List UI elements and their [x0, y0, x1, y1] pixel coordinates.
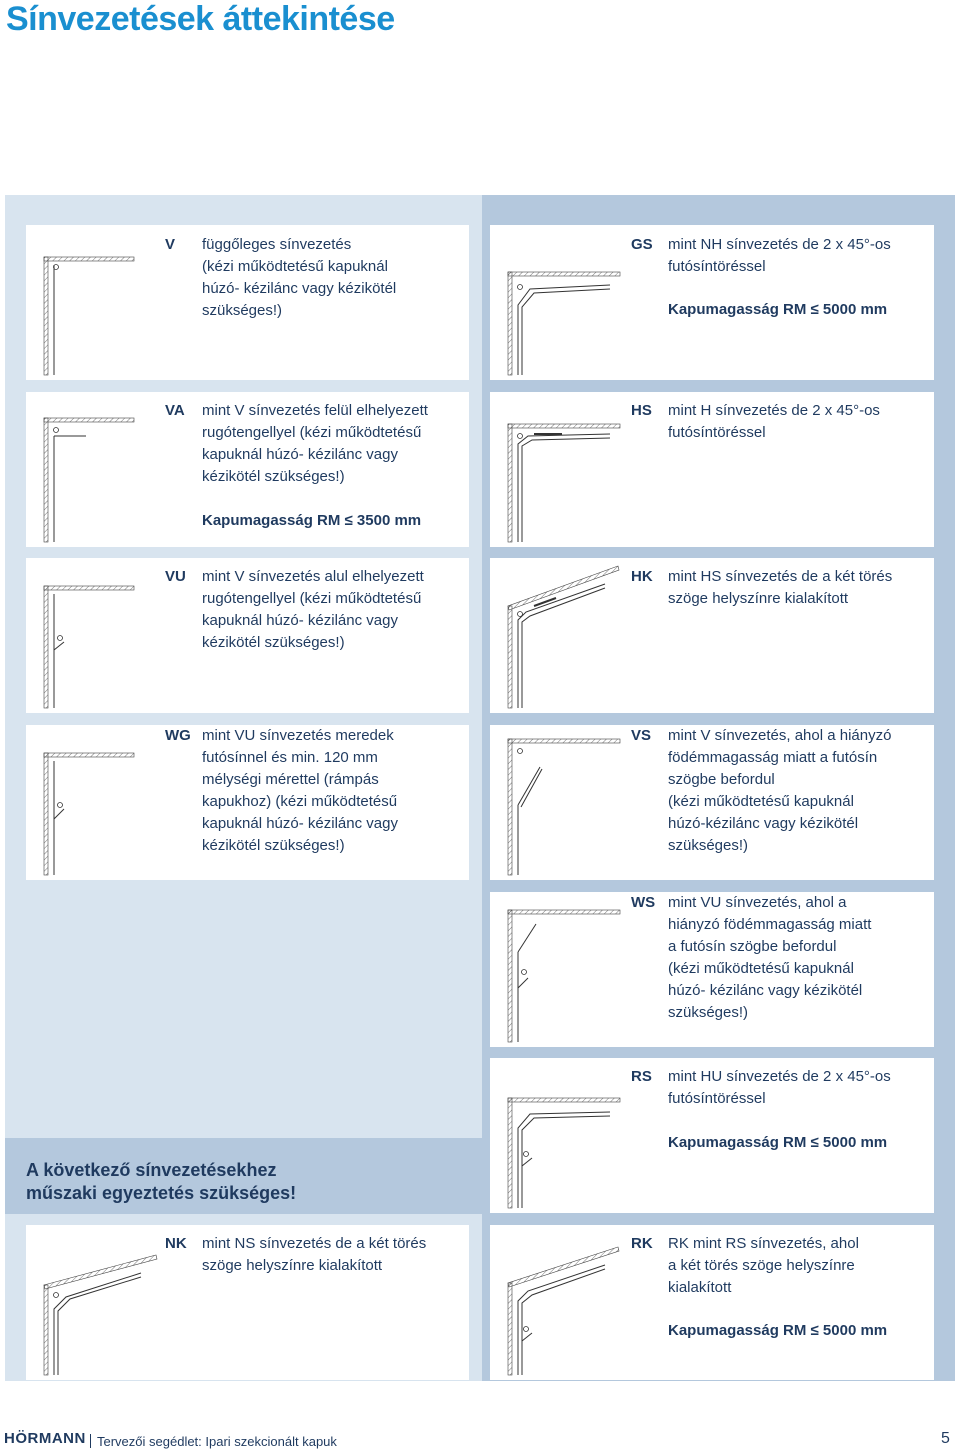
- card-gs: [490, 225, 934, 380]
- desc-line: mint VU sínvezetés meredek: [202, 727, 394, 744]
- track-diagram-gs: [490, 225, 625, 380]
- track-code: NK: [165, 1235, 187, 1252]
- track-description: [202, 400, 428, 488]
- note-line: műszaki egyeztetés szükséges!: [26, 1183, 297, 1203]
- track-code: VA: [165, 402, 185, 419]
- card-ws: [490, 892, 934, 1047]
- desc-line: födémmagasság miatt a futósín: [668, 749, 878, 766]
- card-rs: [490, 1058, 934, 1213]
- footer-title: Tervezői segédlet: Ipari szekcionált kapuk: [97, 1434, 337, 1449]
- track-code: VU: [165, 568, 186, 585]
- desc-line: kapuknál húzó- kézilánc vagy: [202, 446, 398, 463]
- desc-line: húzó- kézilánc vagy kézikötél: [202, 280, 397, 297]
- track-diagram-rs: [490, 1058, 625, 1213]
- desc-line: mint V sínvezetés, ahol a hiányzó: [668, 727, 892, 744]
- door-height-limit: Kapumagasság RM ≤ 3500 mm: [202, 512, 422, 529]
- track-code: RS: [631, 1068, 652, 1085]
- desc-line: mint V sínvezetés alul elhelyezett: [202, 568, 424, 585]
- door-height-limit: Kapumagasság RM ≤ 5000 mm: [668, 301, 888, 318]
- track-diagram-vs: [490, 725, 625, 880]
- track-diagram-rk: [490, 1225, 625, 1380]
- track-code: HK: [631, 568, 653, 585]
- desc-line: (kézi működtetésű kapuknál: [668, 960, 854, 977]
- desc-line: szükséges!): [202, 302, 283, 319]
- track-description: [202, 234, 396, 322]
- footer-divider: [90, 1434, 91, 1448]
- desc-line: futósíntöréssel: [668, 424, 766, 441]
- desc-line: szükséges!): [668, 837, 749, 854]
- desc-line: kézikötél szükséges!): [202, 634, 345, 651]
- note-line: A következő sínvezetésekhez: [26, 1160, 277, 1180]
- track-description: [202, 725, 398, 857]
- card-vu: [26, 558, 469, 713]
- desc-line: mint NS sínvezetés de a két törés: [202, 1235, 427, 1252]
- desc-line: futósíntöréssel: [668, 258, 766, 275]
- card-va: [26, 392, 469, 547]
- desc-line: függőleges sínvezetés: [202, 236, 352, 253]
- track-diagram-ws: [490, 892, 625, 1047]
- desc-line: a két törés szöge helyszínre: [668, 1257, 855, 1274]
- desc-line: kialakított: [668, 1279, 732, 1296]
- track-description: [668, 1066, 891, 1110]
- door-height-limit: Kapumagasság RM ≤ 5000 mm: [668, 1322, 888, 1339]
- desc-line: RK mint RS sínvezetés, ahol: [668, 1235, 859, 1252]
- desc-line: futósínnel és min. 120 mm: [202, 749, 378, 766]
- desc-line: (kézi működtetésű kapuknál: [668, 793, 854, 810]
- desc-line: futósíntöréssel: [668, 1090, 766, 1107]
- card-vs: [490, 725, 934, 880]
- desc-line: rugótengellyel (kézi működtetésű: [202, 590, 422, 607]
- track-description: [668, 892, 871, 1024]
- desc-line: szükséges!): [668, 1004, 749, 1021]
- track-description: [668, 566, 892, 610]
- desc-line: szöge helyszínre kialakított: [202, 1257, 383, 1274]
- track-diagram-va: [26, 392, 141, 547]
- desc-line: kézikötél szükséges!): [202, 468, 345, 485]
- track-diagram-nk: [26, 1225, 166, 1380]
- track-code: RK: [631, 1235, 653, 1252]
- card-rk: [490, 1225, 934, 1380]
- desc-line: húzó- kézilánc vagy kézikötél: [668, 982, 863, 999]
- track-code: HS: [631, 402, 652, 419]
- desc-line: mint V sínvezetés felül elhelyezett: [202, 402, 428, 419]
- track-description: [202, 1233, 426, 1277]
- card-wg: [26, 725, 469, 880]
- desc-line: mint NH sínvezetés de 2 x 45°-os: [668, 236, 891, 253]
- desc-line: kapuknál húzó- kézilánc vagy: [202, 612, 398, 629]
- desc-line: mint H sínvezetés de 2 x 45°-os: [668, 402, 880, 419]
- track-description: [668, 1233, 859, 1299]
- desc-line: szögbe befordul: [668, 771, 775, 788]
- desc-line: kapukhoz) (kézi működtetésű: [202, 793, 398, 810]
- track-diagram-hs: [490, 392, 625, 547]
- track-diagram-v: [26, 225, 141, 380]
- track-description: [668, 234, 891, 278]
- track-code: VS: [631, 727, 652, 744]
- track-code: WG: [165, 727, 191, 744]
- desc-line: kapuknál húzó- kézilánc vagy: [202, 815, 398, 832]
- desc-line: mélységi mérettel (rámpás: [202, 771, 379, 788]
- brand-logo: HÖRMANN: [4, 1430, 86, 1447]
- door-height-limit: Kapumagasság RM ≤ 5000 mm: [668, 1134, 888, 1151]
- desc-line: rugótengellyel (kézi működtetésű: [202, 424, 422, 441]
- desc-line: (kézi működtetésű kapuknál: [202, 258, 388, 275]
- desc-line: mint VU sínvezetés, ahol a: [668, 894, 847, 911]
- track-code: WS: [631, 894, 656, 911]
- desc-line: szöge helyszínre kialakított: [668, 590, 849, 607]
- desc-line: hiányzó födémmagasság miatt: [668, 916, 872, 933]
- track-diagram-wg: [26, 725, 141, 880]
- desc-line: húzó-kézilánc vagy kézikötél: [668, 815, 859, 832]
- card-hk: [490, 558, 934, 713]
- track-diagram-vu: [26, 558, 141, 713]
- desc-line: a futósín szögbe befordul: [668, 938, 837, 955]
- track-description: [668, 725, 891, 857]
- page-number: 5: [941, 1430, 950, 1447]
- track-code: V: [165, 236, 176, 253]
- track-description: [202, 566, 424, 654]
- desc-line: mint HS sínvezetés de a két törés: [668, 568, 893, 585]
- track-diagram-hk: [490, 558, 625, 713]
- card-v: [26, 225, 469, 380]
- coordination-note: [26, 1159, 296, 1205]
- desc-line: mint HU sínvezetés de 2 x 45°-os: [668, 1068, 891, 1085]
- card-nk: [26, 1225, 469, 1380]
- track-code: GS: [631, 236, 653, 253]
- desc-line: kézikötél szükséges!): [202, 837, 345, 854]
- track-description: [668, 400, 880, 444]
- card-hs: [490, 392, 934, 547]
- page-title: Sínvezetések áttekintése: [6, 0, 395, 38]
